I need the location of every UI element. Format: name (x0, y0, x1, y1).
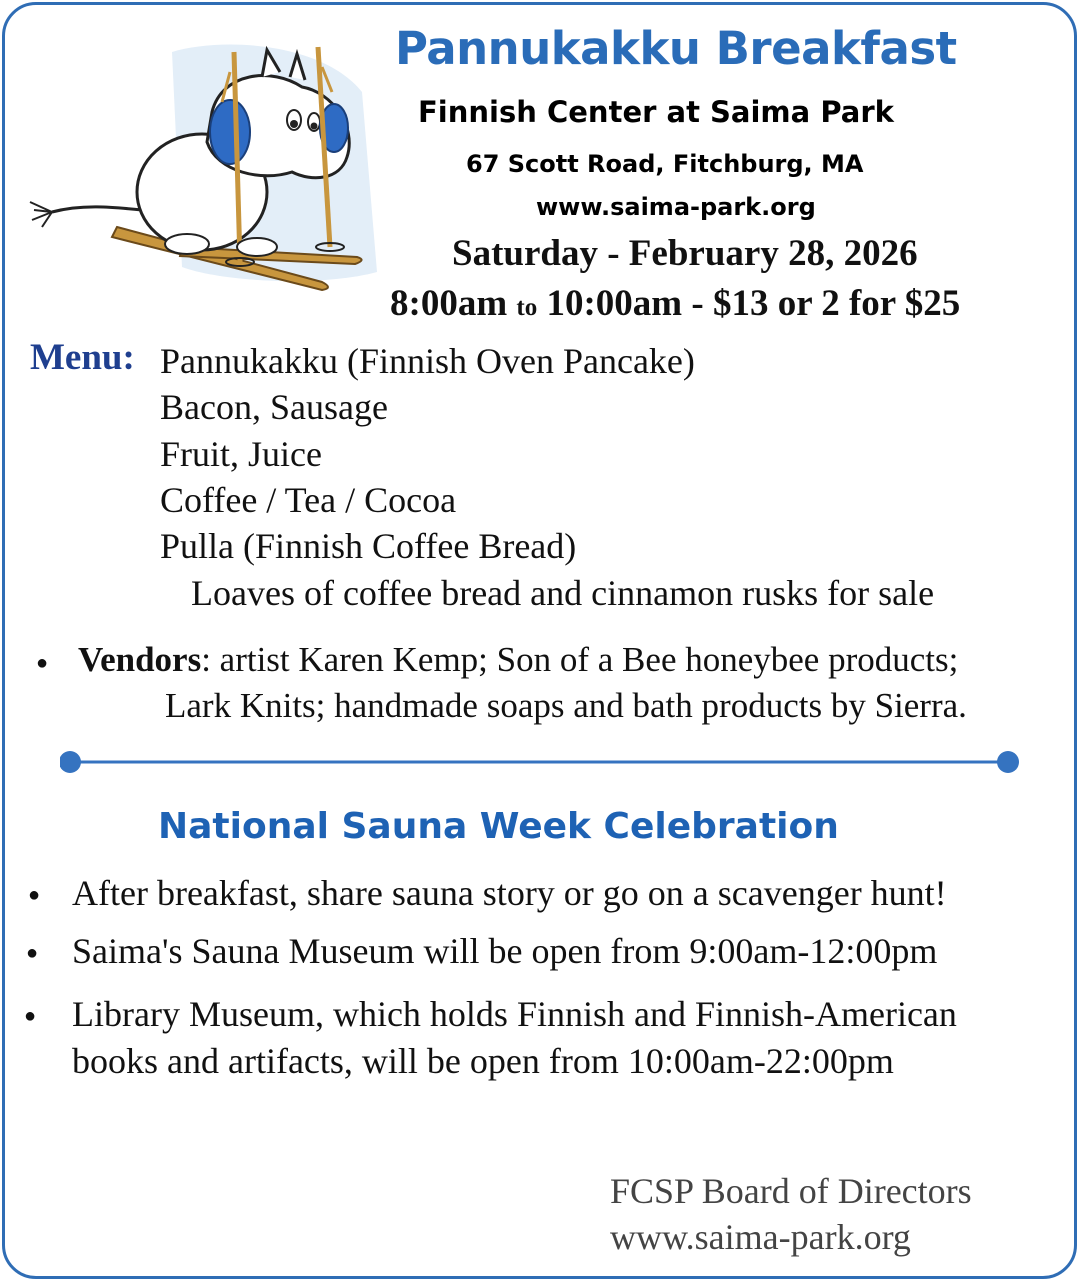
vendors-label: Vendors (78, 640, 202, 679)
venue-name: Finnish Center at Saima Park (418, 95, 894, 129)
sauna-item-continued: books and artifacts, will be open from 10:00am-22:00pm (72, 1041, 894, 1081)
moomin-skiing-icon (22, 32, 382, 302)
menu-item: Pulla (Finnish Coffee Bread) (160, 526, 577, 566)
menu-item: Fruit, Juice (160, 434, 322, 474)
menu-label: Menu: (30, 337, 135, 378)
sauna-item: Saima's Sauna Museum will be open from 9:00am-12:00pm (72, 931, 938, 971)
signature-org: FCSP Board of Directors (610, 1171, 972, 1211)
event-title: Pannukakku Breakfast (395, 22, 957, 75)
menu-sub-note: Loaves of coffee bread and cinnamon rusks for sale (191, 573, 935, 613)
bullet-icon: ● (26, 942, 39, 964)
event-time-price (390, 282, 960, 325)
time-to: to (516, 294, 538, 321)
bullet-icon: ● (36, 652, 49, 674)
menu-item: Coffee / Tea / Cocoa (160, 480, 457, 520)
venue-address: 67 Scott Road, Fitchburg, MA (466, 150, 864, 178)
time-start: 8:00am (390, 283, 508, 324)
section-title: National Sauna Week Celebration (158, 806, 839, 847)
divider-line (60, 748, 1022, 778)
time-end-price: 10:00am - $13 or 2 for $25 (546, 283, 961, 324)
menu-item: Pannukakku (Finnish Oven Pancake) (160, 341, 695, 381)
menu-item: Bacon, Sausage (160, 387, 388, 427)
website-link[interactable]: www.saima-park.org (536, 193, 816, 221)
bullet-icon: ● (24, 1005, 37, 1027)
signature-website[interactable]: www.saima-park.org (610, 1217, 911, 1257)
event-date: Saturday - February 28, 2026 (452, 233, 918, 274)
vendors-text: : artist Karen Kemp; Son of a Bee honeybee products; (201, 640, 959, 679)
vendors-line-2: Lark Knits; handmade soaps and bath products by Sierra. (165, 686, 967, 725)
sauna-item: After breakfast, share sauna story or go on a scavenger hunt! (72, 873, 947, 913)
bullet-icon: ● (28, 884, 41, 906)
vendors-line-1 (78, 640, 958, 680)
sauna-item: Library Museum, which holds Finnish and Finnish-American (72, 994, 957, 1034)
